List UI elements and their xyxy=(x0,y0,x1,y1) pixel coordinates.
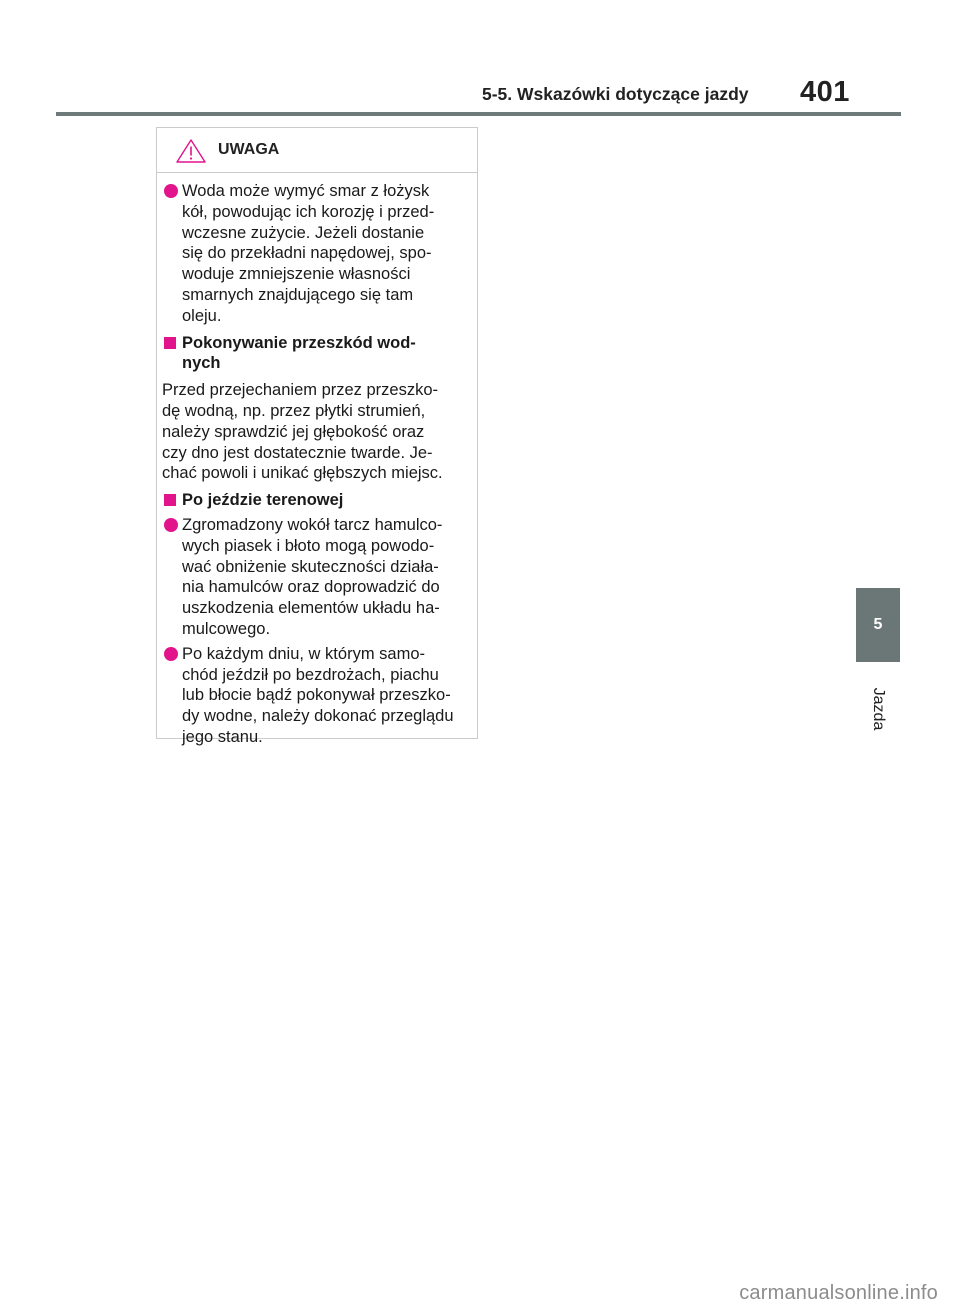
bullet-dot-icon xyxy=(164,647,178,661)
chapter-number: 5 xyxy=(873,616,883,633)
text-line: woduje zmniejszenie własności xyxy=(182,265,411,284)
text-line: oleju. xyxy=(182,306,222,325)
watermark: carmanualsonline.info xyxy=(739,1282,938,1304)
text-line: kół, powodując ich korozję i przed- xyxy=(182,202,435,221)
subheading-text xyxy=(182,490,473,511)
text-line: Pokonywanie przeszkód wod- xyxy=(182,333,416,352)
warning-body xyxy=(157,173,477,748)
text-line: wych piasek i błoto mogą powodo- xyxy=(182,536,435,555)
text-line: jego stanu. xyxy=(182,727,263,746)
subheading-text xyxy=(182,333,473,375)
bullet-text xyxy=(182,515,473,640)
text-line: chód jeździł po bezdrożach, piachu xyxy=(182,665,439,684)
bullet-item xyxy=(162,515,473,640)
warning-header xyxy=(157,128,477,173)
text-line: wać obniżenie skuteczności działa- xyxy=(182,557,439,576)
warning-box xyxy=(156,127,478,746)
text-line: wczesne zużycie. Jeżeli dostanie xyxy=(182,223,425,242)
chapter-label: Jazda xyxy=(870,687,887,731)
header-rule xyxy=(56,112,901,116)
text-line: uszkodzenia elementów układu ha- xyxy=(182,599,440,618)
bullet-dot-icon xyxy=(164,518,178,532)
warning-title: UWAGA xyxy=(218,141,280,158)
square-marker-icon xyxy=(164,494,176,506)
text-line: lub błocie bądź pokonywał przeszko- xyxy=(182,686,451,705)
text-line: Po jeździe terenowej xyxy=(182,491,344,510)
section-title: 5-5. Wskazówki dotyczące jazdy xyxy=(482,84,749,104)
text-line: dę wodną, np. przez płytki strumień, xyxy=(162,401,426,420)
paragraph-text xyxy=(162,380,473,484)
text-line: dy wodne, należy dokonać przeglądu xyxy=(182,707,454,726)
text-line: się do przekładni napędowej, spo- xyxy=(182,244,432,263)
text-line: czy dno jest dostatecznie twarde. Je- xyxy=(162,443,433,462)
text-line: smarnych znajdującego się tam xyxy=(182,285,414,304)
bullet-text xyxy=(182,181,473,327)
text-line: należy sprawdzić jej głębokość oraz xyxy=(162,422,425,441)
page-number: 401 xyxy=(800,76,850,108)
bullet-item xyxy=(162,181,473,327)
warning-triangle-icon xyxy=(175,138,207,164)
subheading xyxy=(162,333,473,375)
bullet-text xyxy=(182,644,473,748)
text-line: nych xyxy=(182,354,221,373)
chapter-tab[interactable] xyxy=(856,588,900,662)
text-line: Po każdym dniu, w którym samo- xyxy=(182,644,425,663)
bullet-dot-icon xyxy=(164,184,178,198)
subheading xyxy=(162,490,473,511)
text-line: nia hamulców oraz doprowadzić do xyxy=(182,578,440,597)
bullet-item xyxy=(162,644,473,748)
text-line: chać powoli i unikać głębszych miejsc. xyxy=(162,464,443,483)
text-line: Woda może wymyć smar z łożysk xyxy=(182,182,430,200)
text-line: Zgromadzony wokół tarcz hamulco- xyxy=(182,515,443,534)
text-line: Przed przejechaniem przez przeszko- xyxy=(162,381,439,400)
text-line: mulcowego. xyxy=(182,619,271,638)
square-marker-icon xyxy=(164,337,176,349)
paragraph xyxy=(162,380,473,484)
